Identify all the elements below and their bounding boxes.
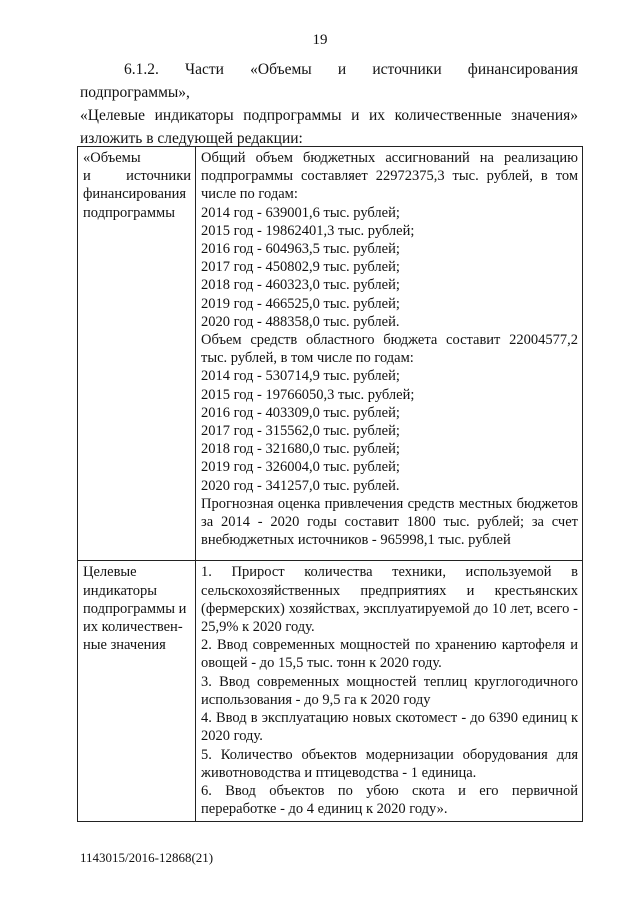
indicator-item: 6. Ввод объектов по убою скота и его первичной переработке - до 4 единиц к 2020 году». [201, 782, 578, 818]
label-line: Целевые [83, 564, 137, 581]
indicator-item: 4. Ввод в эксплуатацию новых скотомест - до 6390 единиц к 2020 году. [201, 710, 578, 745]
funding-year-line: 2016 год - 604963,5 тыс. рублей; [201, 241, 400, 258]
funding-year-line: 2019 год - 466525,0 тыс. рублей; [201, 295, 400, 312]
label-line: ные значения [83, 637, 166, 654]
indicators-content-cell [196, 561, 583, 822]
regional-budget-text: Объем средств областного бюджета составит 22004577,2 тыс. рублей, в том числе по годам: [201, 332, 578, 367]
table-row-funding [78, 147, 583, 561]
label-line: подпрограммы и [83, 600, 187, 617]
label-line: их количествен- [83, 619, 183, 636]
regional-year-line: 2017 год - 315562,0 тыс. рублей; [201, 423, 400, 440]
regional-year-line: 2016 год - 403309,0 тыс. рублей; [201, 404, 400, 421]
indicator-item: 3. Ввод современных мощностей теплиц круглогодичного использования - до 9,5 га к 2020 году [201, 673, 578, 708]
label-line: подпрограммы [83, 204, 175, 221]
intro-paragraph [80, 58, 578, 150]
funding-year-line: 2018 год - 460323,0 тыс. рублей; [201, 277, 400, 294]
label-line: финансирования [83, 186, 187, 203]
regional-year-line: 2018 год - 321680,0 тыс. рублей; [201, 441, 400, 458]
intro-line-first: 6.1.2. Части «Объемы и источники финансирования подпрограммы», [80, 61, 578, 101]
subprogram-table [77, 146, 583, 822]
funding-total-text: Общий объем бюджетных ассигнований на реализацию подпрограммы составляет 22972375,3 тыс. рублей, в том числе по годам: [201, 150, 578, 203]
table-row-indicators [78, 561, 583, 822]
funding-year-line: 2017 год - 450802,9 тыс. рублей; [201, 259, 400, 276]
local-budget-text: Прогнозная оценка привлечения средств местных бюджетов за 2014 - 2020 годы составит 1800 тыс. рублей; за счет внебюджетных источников - 965998,1 тыс. рублей [201, 495, 578, 549]
indicators-label-cell [78, 561, 196, 822]
regional-year-line: 2014 год - 530714,9 тыс. рублей; [201, 368, 400, 385]
indicator-item: 2. Ввод современных мощностей по хранению картофеля и овощей - до 15,5 тыс. тонн к 2020 году. [201, 637, 578, 672]
funding-content-cell [196, 147, 583, 561]
funding-label-cell [78, 147, 196, 561]
funding-year-line: 2014 год - 639001,6 тыс. рублей; [201, 204, 400, 221]
indicator-item: 5. Количество объектов модернизации оборудования для животноводства и птицеводства - 1 единица. [201, 746, 578, 781]
label-line: индикаторы [83, 582, 157, 599]
regional-year-line: 2019 год - 326004,0 тыс. рублей; [201, 459, 400, 476]
label-line: «Объемы [83, 150, 141, 166]
funding-year-line: 2020 год - 488358,0 тыс. рублей. [201, 313, 400, 330]
regional-year-line: 2015 год - 19766050,3 тыс. рублей; [201, 386, 415, 403]
label-line: и источники [83, 168, 191, 185]
document-footer-code: 1143015/2016-12868(21) [80, 850, 214, 865]
funding-year-line: 2015 год - 19862401,3 тыс. рублей; [201, 222, 415, 239]
indicator-item: 1. Прирост количества техники, используемой в сельскохозяйственных предприятиях и крестьянских (фермерских) хозяйствах, эксплуатируемой до 10 лет, всего - 25,9% к 2020 году. [201, 564, 578, 636]
page-number: 19 [312, 32, 328, 48]
regional-year-line: 2020 год - 341257,0 тыс. рублей. [201, 477, 400, 494]
intro-line-second: «Целевые индикаторы подпрограммы и их количественные значения» изложить в следующей редакции: [80, 107, 578, 147]
